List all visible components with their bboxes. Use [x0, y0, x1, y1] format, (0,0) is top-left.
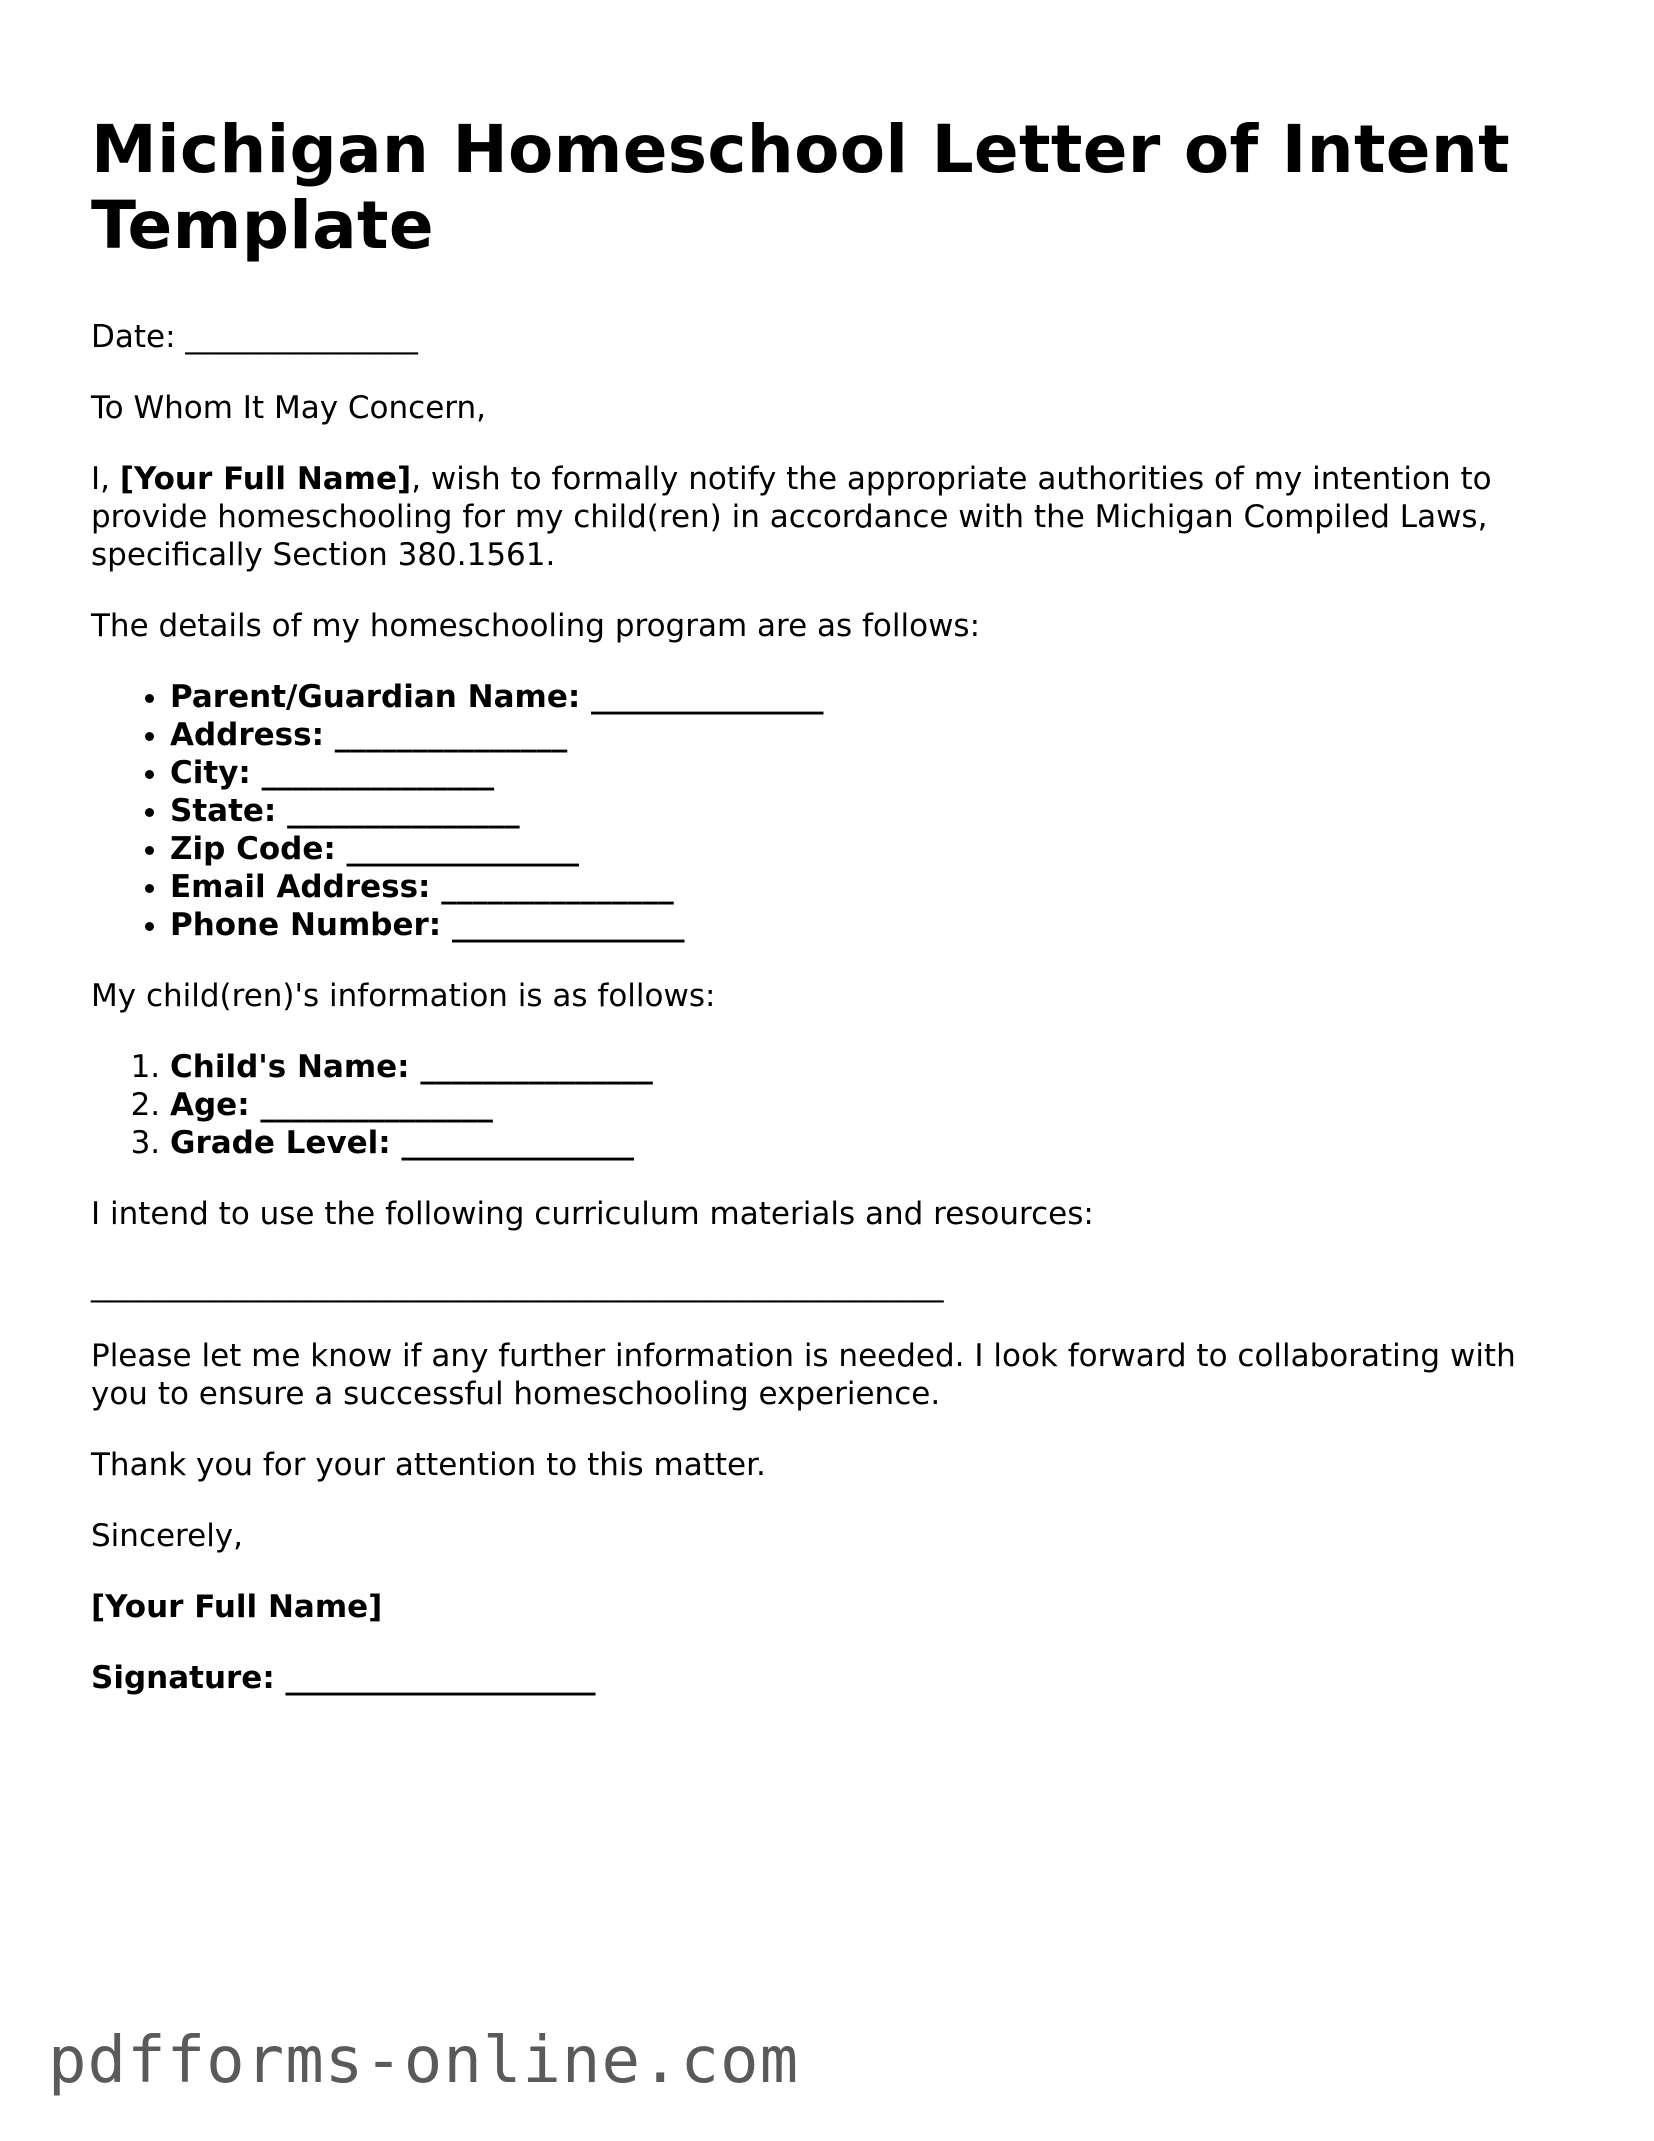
salutation: To Whom It May Concern,: [91, 390, 486, 426]
list-item: • Phone Number: _______________: [170, 906, 1571, 944]
child-info-list: [91, 1048, 1571, 1162]
list-item: • State: _______________: [170, 792, 1571, 830]
intro-prefix: I,: [91, 461, 120, 497]
children-intro: My child(ren)'s information is as follows:: [91, 978, 716, 1014]
list-item: 2. Age: _______________: [170, 1086, 1571, 1124]
list-item: • City: _______________: [170, 754, 1571, 792]
signature-label: Signature:: [91, 1660, 275, 1696]
document-title: Michigan Homeschool Letter of Intent Template: [91, 111, 1511, 264]
sign-off: Sincerely,: [91, 1518, 244, 1554]
date-blank: _______________: [185, 319, 418, 355]
curriculum-blank: _______________________________________________________: [91, 1267, 944, 1303]
signature-line: [91, 1659, 1571, 1697]
list-item: 1. Child's Name: _______________: [170, 1048, 1571, 1086]
signer-name: [Your Full Name]: [91, 1589, 383, 1625]
intro-paragraph: [91, 460, 1571, 574]
date-line: [91, 318, 1571, 356]
date-label: Date:: [91, 319, 176, 355]
watermark: pdfforms-online.com: [48, 2024, 800, 2098]
list-item: 3. Grade Level: _______________: [170, 1124, 1571, 1162]
details-intro: The details of my homeschooling program are as follows:: [91, 608, 981, 644]
list-item: • Zip Code: _______________: [170, 830, 1571, 868]
list-item: • Address: _______________: [170, 716, 1571, 754]
curriculum-intro: I intend to use the following curriculum materials and resources:: [91, 1196, 1094, 1232]
signature-blank: ____________________: [285, 1660, 596, 1696]
intro-suffix: , wish to formally notify the appropriate authorities of my intention to provide homeschooling for my child(ren) in accordance with the Michigan Compiled Laws, specifically Section 380.1561.: [91, 461, 1492, 573]
closing-request: Please let me know if any further information is needed. I look forward to collaborating with you to ensure a successful homeschooling experience.: [91, 1338, 1516, 1412]
intro-name-placeholder: [Your Full Name]: [119, 461, 412, 497]
parent-info-list: [91, 678, 1571, 944]
thanks-line: Thank you for your attention to this matter.: [91, 1447, 766, 1483]
list-item: • Email Address: _______________: [170, 868, 1571, 906]
list-item: • Parent/Guardian Name: _______________: [170, 678, 1571, 716]
letter-page: [91, 112, 1571, 1697]
